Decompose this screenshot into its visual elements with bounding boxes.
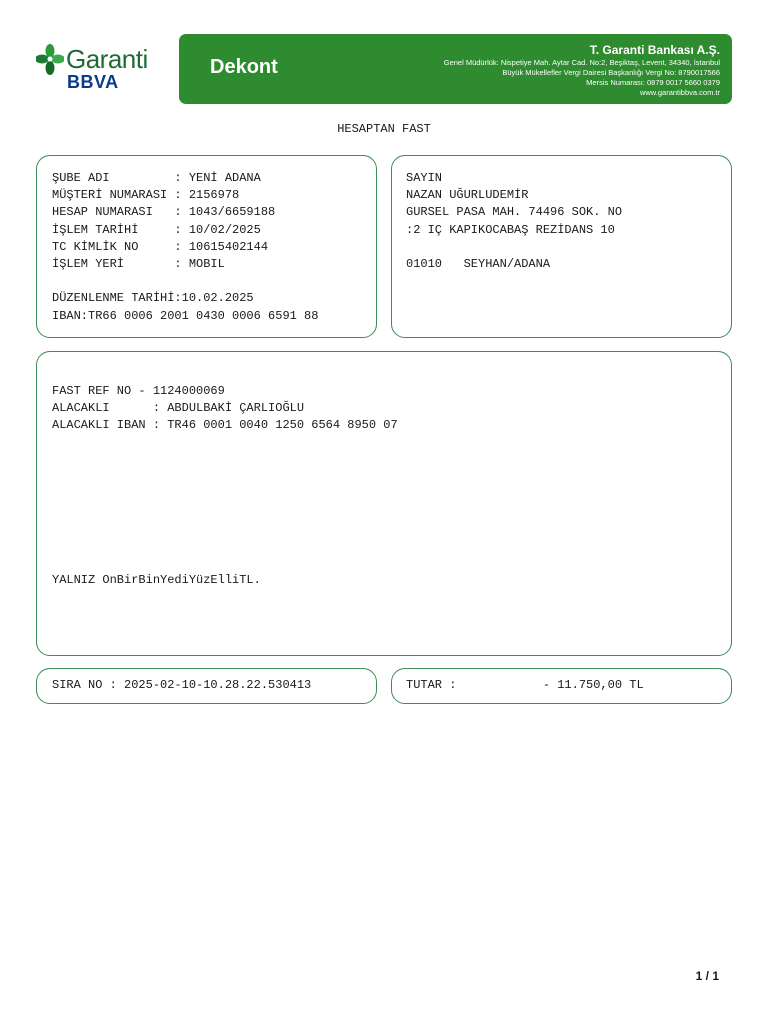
amount-in-words: YALNIZ OnBirBinYediYüzElliTL. (52, 572, 261, 587)
logo-wordmark: Garanti (66, 44, 148, 74)
account-row: İŞLEM YERİ : MOBIL (52, 256, 225, 271)
issue-date: DÜZENLENME TARİHİ:10.02.2025 (52, 291, 254, 306)
bank-name: T. Garanti Bankası A.Ş. (589, 43, 720, 57)
sequence-box (36, 668, 377, 704)
detail-row: ALACAKLI IBAN : TR46 0001 0040 1250 6564 8950 07 (52, 418, 398, 433)
address-row: NAZAN UĞURLUDEMİR (406, 188, 529, 203)
bank-detail-line: Mersis Numarası: 0879 0017 5660 0379 (586, 78, 720, 87)
address-city: 01010 SEYHAN/ADANA (406, 256, 551, 271)
clover-icon (36, 44, 64, 78)
account-row: İŞLEM TARİHİ : 10/02/2025 (52, 222, 261, 237)
address-row: SAYIN (406, 171, 443, 185)
logo-subbrand: BBVA (67, 72, 119, 92)
total-box (391, 668, 732, 704)
account-row: TC KİMLİK NO : 10615402144 (52, 239, 269, 254)
bank-details (444, 58, 720, 98)
bank-detail-line: Genel Müdürlük: Nispetiye Mah. Aytar Cad. No:2, Beşiktaş, Levent, 34340, İstanbul (443, 58, 720, 67)
sequence-number: SIRA NO : 2025-02-10-10.28.22.530413 (52, 678, 312, 692)
account-row: MÜŞTERİ NUMARASI : 2156978 (52, 188, 240, 203)
transaction-detail-box (36, 351, 732, 656)
account-row: HESAP NUMARASI : 1043/6659188 (52, 205, 276, 220)
bank-website: www.garantibbva.com.tr (639, 88, 720, 97)
address-box (391, 155, 732, 338)
document-title: HESAPTAN FAST (337, 122, 431, 136)
page-number: 1 / 1 (695, 969, 719, 983)
account-info-box (36, 155, 377, 338)
detail-row: FAST REF NO - 1124000069 (52, 384, 225, 398)
total-amount: TUTAR : - 11.750,00 TL (406, 678, 644, 692)
detail-row: ALACAKLI : ABDULBAKİ ÇARLIOĞLU (52, 401, 305, 416)
address-row: GURSEL PASA MAH. 74496 SOK. NO (406, 205, 623, 220)
bank-detail-line: Büyük Mükellefler Vergi Dairesi Başkanlığı Vergi No: 8790017566 (502, 68, 720, 77)
address-row: :2 IÇ KAPIKOCABAŞ REZİDANS 10 (406, 222, 615, 237)
account-iban: IBAN:TR66 0006 2001 0430 0006 6591 88 (52, 308, 319, 323)
garanti-bbva-logo (36, 44, 176, 94)
header-banner (179, 34, 732, 104)
account-row: ŞUBE ADI : YENİ ADANA (52, 171, 261, 185)
banner-title: Dekont (210, 56, 278, 78)
